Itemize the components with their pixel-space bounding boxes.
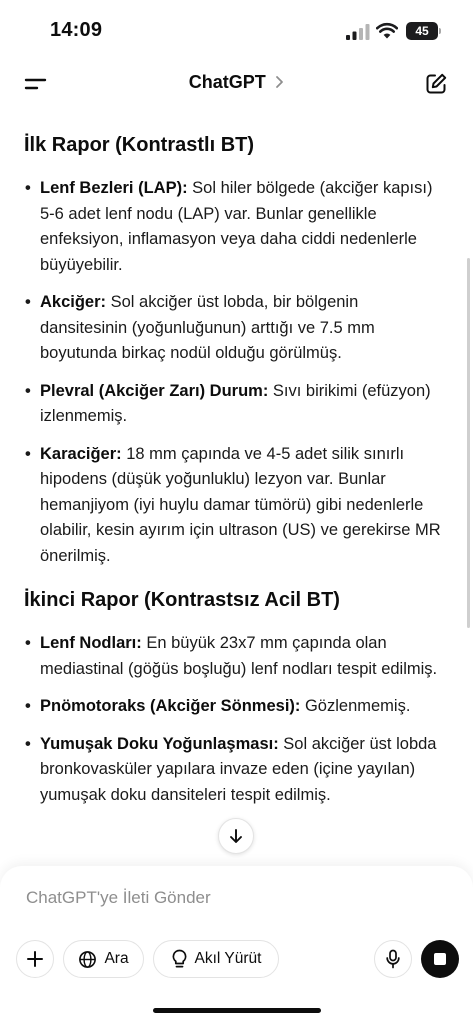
bullet-list: [24, 176, 443, 569]
message-input[interactable]: [26, 888, 406, 908]
search-button[interactable]: [63, 940, 144, 978]
lightbulb-icon: [171, 949, 188, 969]
cellular-signal-icon: [346, 24, 370, 40]
battery-indicator: [406, 22, 438, 40]
item-label: Plevral (Akciğer Zarı) Durum:: [40, 381, 269, 400]
item-text: Sıvı birikimi (efüzyon) izlenmemiş.: [40, 381, 431, 425]
microphone-icon: [385, 949, 401, 969]
scroll-to-bottom-button[interactable]: [218, 818, 254, 854]
header-title: ChatGPT: [188, 72, 266, 92]
item-label: Lenf Nodları:: [40, 634, 142, 652]
app-header: [0, 62, 473, 108]
arrow-down-icon: [227, 827, 245, 845]
globe-icon: [78, 950, 97, 969]
model-selector[interactable]: [0, 72, 473, 93]
home-indicator: [153, 1008, 321, 1013]
item-text: Sol akciğer üst lobda, bir bölgenin dansitesinin (yoğunluğunun) arttığı ve 7.5 mm boyutunda birkaç nodül olduğu görülmüş.: [40, 293, 375, 362]
list-item: [24, 442, 443, 570]
battery-level: 45: [415, 24, 429, 38]
list-item: [24, 694, 443, 720]
new-chat-icon[interactable]: [424, 72, 448, 96]
item-text: En büyük 23x7 mm çapında olan mediastinal (göğüs boşluğu) lenf nodları tespit edilmiş.: [40, 634, 438, 678]
stop-generating-button[interactable]: [421, 940, 459, 978]
item-text: Sol akciğer üst lobda bronkovasküler yapılara invaze eden (içine yayılan) yumuşak doku dansiteleri tespit edilmiş.: [40, 734, 437, 804]
section-title: İkinci Rapor (Kontrastsız Acil BT): [24, 589, 340, 611]
stop-icon: [434, 953, 446, 965]
item-label: Akciğer:: [40, 293, 107, 311]
item-label: Yumuşak Doku Yoğunlaşması:: [40, 734, 279, 753]
item-text: Sol hiler bölgede (akciğer kapısı) 5-6 adet lenf nodu (LAP) var. Bunlar genellikle enfeksiyon, inflamasyon veya daha ciddi nedenlerle büyüyebilir.: [40, 179, 433, 274]
item-text: 18 mm çapında ve 4-5 adet silik sınırlı hipodens (düşük yoğunluklu) lezyon var. Bunlar hemanjiyom (iyi huylu damar tümörü) gibi nedenlerle olabilir, kesin ayırım için ultrason (US) ve gerekirse MR önerilmiş.: [40, 444, 441, 565]
reason-button[interactable]: [153, 940, 279, 978]
list-item: [24, 176, 443, 278]
plus-icon: [26, 950, 44, 968]
list-item: [24, 631, 443, 682]
scrollbar[interactable]: [467, 258, 470, 628]
chevron-right-icon: [274, 75, 284, 89]
item-label: Karaciğer:: [40, 444, 122, 463]
message-content[interactable]: [0, 120, 473, 872]
section-title: İlk Rapor (Kontrastlı BT): [24, 134, 255, 156]
search-label: Ara: [104, 950, 129, 967]
bullet-list: [24, 631, 443, 808]
voice-input-button[interactable]: [374, 940, 412, 978]
status-bar: [0, 0, 473, 62]
item-label: Pnömotoraks (Akciğer Sönmesi):: [40, 697, 301, 715]
attach-button[interactable]: [16, 940, 54, 978]
wifi-icon: [376, 22, 398, 39]
list-item: [24, 290, 443, 367]
reason-label: Akıl Yürüt: [194, 950, 262, 967]
status-time: 14:09: [50, 19, 103, 41]
item-label: Lenf Bezleri (LAP):: [40, 179, 188, 197]
list-item: [24, 732, 443, 809]
battery-tip: [439, 28, 441, 34]
item-text: Gözlenmemiş.: [300, 697, 411, 715]
message-composer: [0, 866, 473, 1024]
list-item: [24, 379, 443, 430]
